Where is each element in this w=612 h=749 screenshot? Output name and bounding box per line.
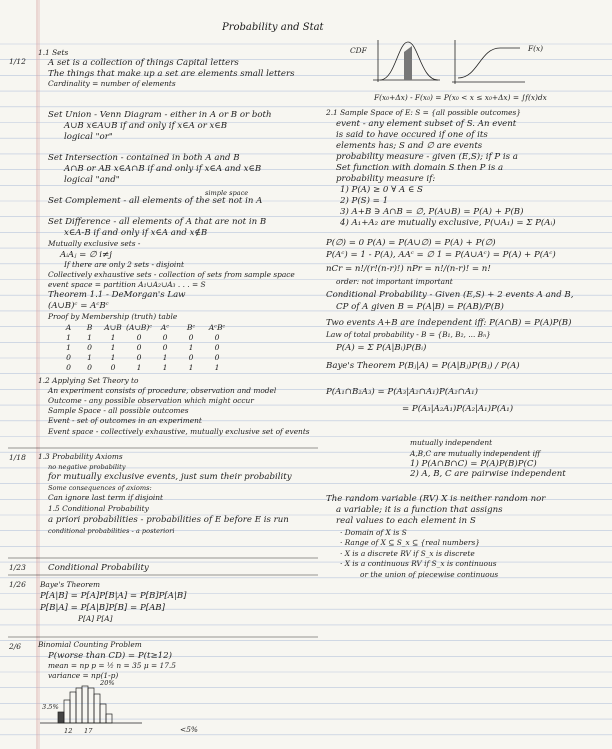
note-line: logical "or" bbox=[64, 132, 113, 142]
note-line: Some consequences of axioms: bbox=[48, 484, 152, 492]
note-line: variance = np(1-p) bbox=[48, 671, 119, 680]
table-cell: 0 bbox=[162, 343, 168, 352]
table-cell: 0 bbox=[110, 363, 116, 372]
note-line: Mutually exclusive sets - bbox=[48, 239, 141, 248]
table-cell: 1 bbox=[188, 343, 194, 352]
note-line: Set Intersection - contained in both A and B bbox=[48, 153, 240, 163]
note-line: The random variable (RV) X is neither random nor bbox=[326, 494, 546, 504]
note-line: F(x₀+Δx) - F(x₀) = P(x₀ < x ≤ x₀+Δx) = ∫f(x)dx bbox=[374, 93, 547, 102]
note-line: Conditional Probability - Given (E,S) + 2 events A and B, bbox=[326, 290, 574, 300]
note-line: P[A] P[A] bbox=[78, 614, 113, 623]
note-line: probability measure if: bbox=[336, 174, 436, 184]
note-line: Set Union - Venn Diagram - either in A or B or both bbox=[48, 110, 272, 120]
note-line: no negative probability bbox=[48, 463, 126, 471]
note-line: · X is a discrete RV if S_x is discrete bbox=[340, 549, 475, 558]
table-cell: 0 bbox=[87, 343, 92, 352]
note-line: 3) A+B ∋ A∩B = ∅, P(A∪B) = P(A) + P(B) bbox=[340, 207, 524, 217]
note-line: or the union of piecewise continuous bbox=[360, 570, 499, 579]
table-cell: 0 bbox=[162, 333, 168, 342]
note-line: Proof by Membership (truth) table bbox=[48, 312, 178, 321]
note-line: Law of total probability - B = {B₁, B₂, ... Bₙ} bbox=[326, 330, 491, 339]
note-line: (A∪B)ᶜ = AᶜBᶜ bbox=[48, 301, 109, 311]
note-line: P(worse than CD) = P(t≥12) bbox=[48, 651, 172, 661]
note-line: 1) P(A∩B∩C) = P(A)P(B)P(C) bbox=[410, 459, 537, 469]
note-line: Binomial Counting Problem bbox=[38, 640, 142, 649]
note-line: logical "and" bbox=[64, 175, 120, 185]
table-cell: 0 bbox=[188, 333, 194, 342]
table-header: A∪B bbox=[104, 323, 122, 332]
cdf-label: CDF bbox=[350, 46, 367, 55]
note-line: The things that make up a set are elements small letters bbox=[48, 69, 295, 79]
note-line: Set Difference - all elements of A that are not in B bbox=[48, 217, 267, 227]
note-line: · Domain of X is S bbox=[340, 528, 407, 537]
note-line: 1.3 Probability Axioms bbox=[38, 452, 123, 461]
table-cell: 0 bbox=[188, 353, 194, 362]
margin-date: 1/23 bbox=[9, 563, 26, 572]
note-line: 1.1 Sets bbox=[38, 48, 69, 57]
table-cell: 0 bbox=[214, 333, 220, 342]
note-line: · Range of X ⊆ S_x ⊆ {real numbers} bbox=[340, 538, 480, 547]
page-title: Probability and Stat bbox=[222, 22, 324, 33]
note-line: Outcome - any possible observation which might occur bbox=[48, 396, 254, 405]
table-cell: 1 bbox=[136, 363, 142, 372]
note-line: Theorem 1.1 - DeMorgan's Law bbox=[48, 290, 186, 300]
note-line: for mutually exclusive events, just sum their probability bbox=[48, 472, 292, 482]
note-line: a variable; it is a function that assigns bbox=[336, 505, 503, 515]
note-line: Baye's Theorem P(Bⱼ|A) = P(A|Bⱼ)P(Bⱼ) / P(A) bbox=[326, 361, 520, 371]
note-line: Event space - collectively exhaustive, mutually exclusive set of events bbox=[48, 427, 310, 436]
table-cell: 1 bbox=[214, 363, 220, 372]
hist-tick: 17 bbox=[84, 727, 93, 735]
table-cell: 0 bbox=[66, 353, 71, 362]
footer-note: <5% bbox=[180, 725, 198, 734]
note-line: = P(A₃|A₂A₁)P(A₂|A₁)P(A₁) bbox=[402, 404, 514, 414]
margin-date: 1/12 bbox=[9, 57, 26, 66]
note-line: Event - set of outcomes in an experiment bbox=[48, 416, 202, 425]
table-cell: 1 bbox=[110, 333, 116, 342]
table-cell: 1 bbox=[66, 333, 71, 342]
note-line: 2.1 Sample Space of E: S = {all possible outcomes} bbox=[326, 108, 521, 117]
table-row bbox=[58, 353, 230, 363]
note-line: AᵢAⱼ = ∅ i≠j bbox=[60, 250, 112, 260]
note-line: mean = np p = ½ n = 35 μ = 17.5 bbox=[48, 661, 176, 670]
table-cell: 0 bbox=[214, 353, 220, 362]
note-line: A∪B x∈A∪B if and only if x∈A or x∈B bbox=[64, 121, 228, 131]
note-line: An experiment consists of procedure, observation and model bbox=[48, 386, 277, 395]
margin-date: 1/18 bbox=[9, 453, 26, 462]
note-line: 4) A₁+A₂ are mutually exclusive, P(∪A₁) = Σ P(Aᵢ) bbox=[340, 218, 556, 228]
table-header: AᶜBᶜ bbox=[208, 323, 226, 332]
table-row bbox=[58, 363, 230, 373]
note-line: probability measure - given (E,S); if P is a bbox=[336, 152, 518, 162]
hist-side-label: 3.5% bbox=[42, 703, 59, 711]
table-cell: 1 bbox=[87, 333, 92, 342]
table-cell: 0 bbox=[136, 343, 142, 352]
table-header: B bbox=[86, 323, 93, 332]
note-line: CP of A given B = P(A|B) = P(AB)/P(B) bbox=[336, 302, 504, 312]
note-line: A set is a collection of things Capital letters bbox=[48, 58, 239, 68]
table-cell: 1 bbox=[87, 353, 92, 362]
note-line: If there are only 2 sets - disjoint bbox=[64, 260, 185, 269]
note-line: event space = partition A₁∪A₂∪A₃ . . . = S bbox=[48, 280, 206, 289]
table-row bbox=[58, 333, 230, 343]
note-line: P(A₁∩B₂A₃) = P(A₃|A₂∩A₁)P(A₂∩A₁) bbox=[326, 387, 478, 397]
note-line: A∩B or AB x∈A∩B if and only if x∈A and x∈B bbox=[64, 164, 262, 174]
note-line: Set Complement - all elements of the set not in A bbox=[48, 196, 263, 206]
hist-tick: 12 bbox=[64, 727, 73, 735]
note-line: Conditional Probability bbox=[48, 563, 149, 573]
note-line: Cardinality = number of elements bbox=[48, 79, 176, 88]
note-line: A,B,C are mutually independent iff bbox=[410, 449, 541, 458]
table-cell: 1 bbox=[162, 363, 168, 372]
note-line: Sample Space - all possible outcomes bbox=[48, 406, 189, 415]
note-line: P[B|A] = P[A|B]P[B] = P[AB] bbox=[40, 603, 165, 613]
note-line: conditional probabilities - a posteriori bbox=[48, 527, 175, 535]
table-header: A bbox=[65, 323, 72, 332]
table-cell: 0 bbox=[66, 363, 71, 372]
note-line: Set function with domain S then P is a bbox=[336, 163, 504, 173]
table-cell: 0 bbox=[214, 343, 220, 352]
note-line: 1.5 Conditional Probability bbox=[48, 504, 149, 513]
hist-top-label: 20% bbox=[100, 679, 115, 687]
note-line: Baye's Theorem bbox=[40, 580, 100, 589]
note-line: Two events A+B are independent iff: P(A∩B) = P(A)P(B) bbox=[326, 318, 572, 328]
note-line: is said to have occured if one of its bbox=[336, 130, 488, 140]
note-line: real values to each element in S bbox=[336, 516, 476, 526]
note-line: 1.2 Applying Set Theory to bbox=[38, 376, 139, 385]
table-cell: 1 bbox=[110, 353, 116, 362]
note-line: · X is a continuous RV if S_x is continuous bbox=[340, 559, 497, 568]
note-line: P(∅) = 0 P(A) = P(A∪∅) = P(A) + P(∅) bbox=[326, 238, 496, 248]
note-line: 2) A, B, C are pairwise independent bbox=[410, 469, 566, 479]
note-line: a priori probabilities - probabilities of E before E is run bbox=[48, 515, 289, 525]
table-row bbox=[58, 343, 230, 353]
table-cell: 0 bbox=[87, 363, 92, 372]
note-line: event - any element subset of S. An event bbox=[336, 119, 517, 129]
note-line: P(Aᶜ) = 1 - P(A), AAᶜ = ∅ 1 = P(A∪Aᶜ) = P(A) + P(Aᶜ) bbox=[326, 250, 556, 260]
note-line: x∈A-B if and only if x∈A and x∉B bbox=[64, 228, 208, 238]
note-line: Collectively exhaustive sets - collection of sets from sample space bbox=[48, 270, 295, 279]
note-line: 1) P(A) ≥ 0 ∀ A ∈ S bbox=[340, 185, 423, 195]
table-cell: 1 bbox=[66, 343, 71, 352]
table-header: Bᶜ bbox=[186, 323, 196, 332]
note-line: P[A|B] = P[A]P[B|A] = P[B]P[A|B] bbox=[40, 591, 187, 601]
margin-date: 2/6 bbox=[9, 642, 22, 651]
table-cell: 1 bbox=[188, 363, 194, 372]
note-line: P(A) = Σ P(A|Bᵢ)P(Bᵢ) bbox=[336, 343, 427, 353]
table-cell: 1 bbox=[110, 343, 116, 352]
table-cell: 0 bbox=[136, 333, 142, 342]
fx-label: F(x) bbox=[528, 44, 544, 53]
note-line: Can ignore last term if disjoint bbox=[48, 493, 164, 502]
table-header: (A∪B)ᶜ bbox=[126, 323, 153, 332]
cdf-sketch bbox=[452, 40, 525, 84]
margin-date: 1/26 bbox=[9, 580, 26, 589]
truth-table bbox=[58, 323, 230, 373]
note-line: simple space bbox=[205, 189, 249, 197]
note-line: elements has; S and ∅ are events bbox=[336, 141, 483, 151]
table-cell: 1 bbox=[162, 353, 168, 362]
note-line: order: not important important bbox=[336, 277, 453, 286]
note-line: mutually independent bbox=[410, 438, 493, 447]
table-cell: 0 bbox=[136, 353, 142, 362]
note-line: nCr = n!/(r!(n-r)!) nPr = n!/(n-r)! = n! bbox=[326, 264, 491, 274]
note-line: 2) P(S) = 1 bbox=[340, 196, 389, 206]
table-header: Aᶜ bbox=[160, 323, 170, 332]
